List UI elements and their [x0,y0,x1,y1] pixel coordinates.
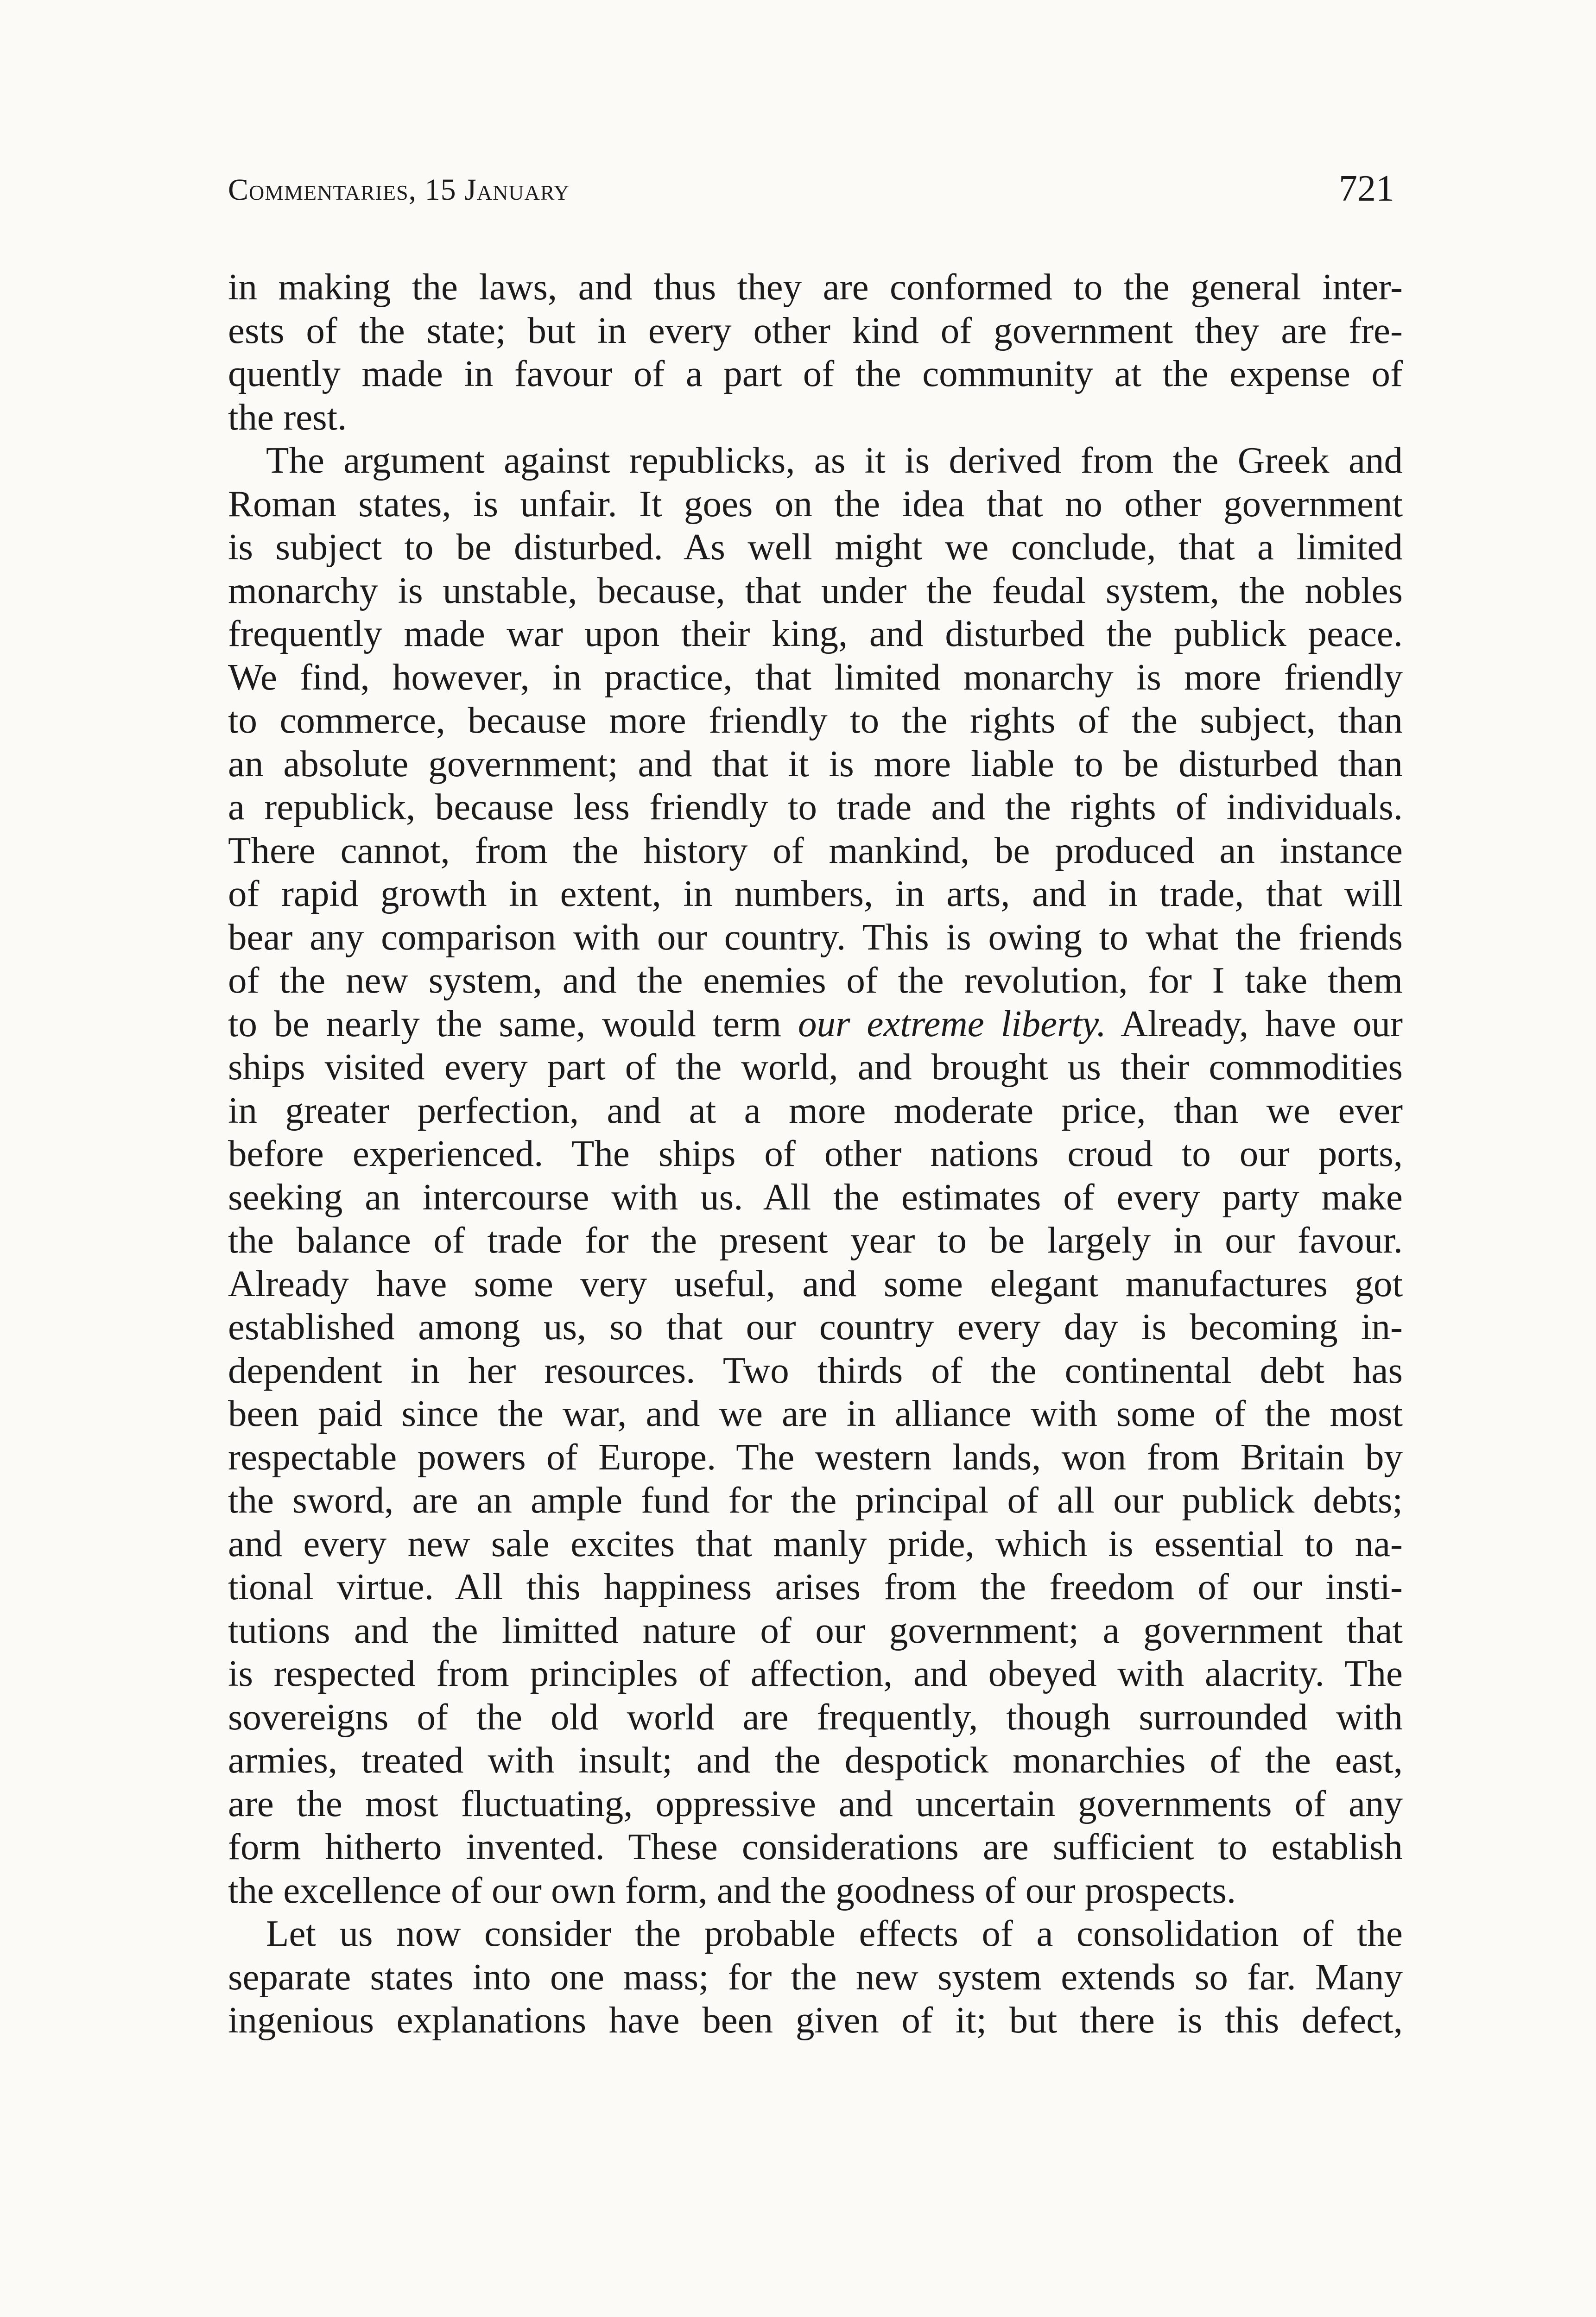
text-line: an absolute government; and that it is more liable to be disturbed than [228,742,1403,785]
text-line: been paid since the war, and we are in alliance with some of the most [228,1393,1403,1434]
text-line: Let us now consider the probable effects of a consolidation of the [266,1912,1403,1954]
text-line: in greater perfection, and at a more moderate price, than we ever [228,1089,1403,1131]
text-line: Roman states, is unfair. It goes on the idea that no other government [228,482,1403,525]
text-line: armies, treated with insult; and the despotick monarchies of the east, [228,1739,1403,1781]
text-line: quently made in favour of a part of the community at the expense of [228,353,1403,394]
text-line: bear any comparison with our country. This is owing to what the friends [228,916,1403,958]
paragraph [228,1912,1403,2042]
text-line: in making the laws, and thus they are conformed to the general inter- [228,266,1403,308]
text-line: ingenious explanations have been given of it; but there is this defect, [228,1999,1403,2041]
text-line: tional virtue. All this happiness arises from the freedom of our insti- [228,1566,1403,1608]
text-line: a republick, because less friendly to trade and the rights of individuals. [228,786,1403,828]
text-line: sovereigns of the old world are frequently, though surrounded with [228,1696,1403,1738]
text-line: separate states into one mass; for the new system extends so far. Many [228,1956,1403,1998]
text-line: Already have some very useful, and some elegant manufactures got [228,1262,1403,1304]
text-line: There cannot, from the history of mankind, be produced an instance [228,829,1403,871]
text-line: the rest. [228,396,347,438]
paragraph [228,266,1403,439]
text-line: the sword, are an ample fund for the principal of all our publick debts; [228,1479,1403,1521]
text-line: and every new sale excites that manly pride, which is essential to na- [228,1522,1403,1564]
text-line: the balance of trade for the present year to be largely in our favour. [228,1219,1403,1261]
text-line: We find, however, in practice, that limited monarchy is more friendly [228,656,1403,698]
text-line: of the new system, and the enemies of the revolution, for I take them [228,959,1403,1001]
text-line: seeking an intercourse with us. All the estimates of every party make [228,1176,1403,1218]
text-line: the excellence of our own form, and the goodness of our prospects. [228,1869,1236,1911]
text-line: ests of the state; but in every other kind of government they are fre- [228,309,1403,351]
text-line: tutions and the limitted nature of our government; a government that [228,1609,1403,1651]
text-line: monarchy is unstable, because, that under the feudal system, the nobles [228,569,1403,611]
text-line: before experienced. The ships of other nations croud to our ports, [228,1133,1403,1174]
italic-emphasis: our extreme liberty. [798,1002,1106,1045]
running-head-title: Commentaries, 15 January [228,173,570,207]
text-line: frequently made war upon their king, and disturbed the publick peace. [228,613,1403,654]
text-segment: to be nearly the same, would term [228,1002,798,1045]
text-line: form hitherto invented. These considerations are sufficient to establish [228,1826,1403,1868]
text-line: established among us, so that our country every day is becoming in- [228,1306,1403,1348]
text-segment: Already, have our [1106,1002,1403,1045]
page-number: 721 [1339,168,1394,209]
text-line: is subject to be disturbed. As well might we conclude, that a limited [228,526,1403,568]
body-text [228,266,1403,2042]
text-line: The argument against republicks, as it is derived from the Greek and [266,439,1403,481]
text-line: to commerce, because more friendly to the rights of the subject, than [228,699,1403,741]
text-line: ships visited every part of the world, and brought us their commodities [228,1046,1403,1088]
text-line-with-emphasis [228,1002,1403,1046]
text-line: respectable powers of Europe. The western lands, won from Britain by [228,1436,1403,1478]
text-line: of rapid growth in extent, in numbers, in arts, and in trade, that will [228,873,1403,914]
text-line: are the most fluctuating, oppressive and uncertain governments of any [228,1782,1403,1824]
paragraph [228,439,1403,1912]
text-line: dependent in her resources. Two thirds of the continental debt has [228,1349,1403,1391]
text-line: is respected from principles of affection, and obeyed with alacrity. The [228,1652,1403,1694]
